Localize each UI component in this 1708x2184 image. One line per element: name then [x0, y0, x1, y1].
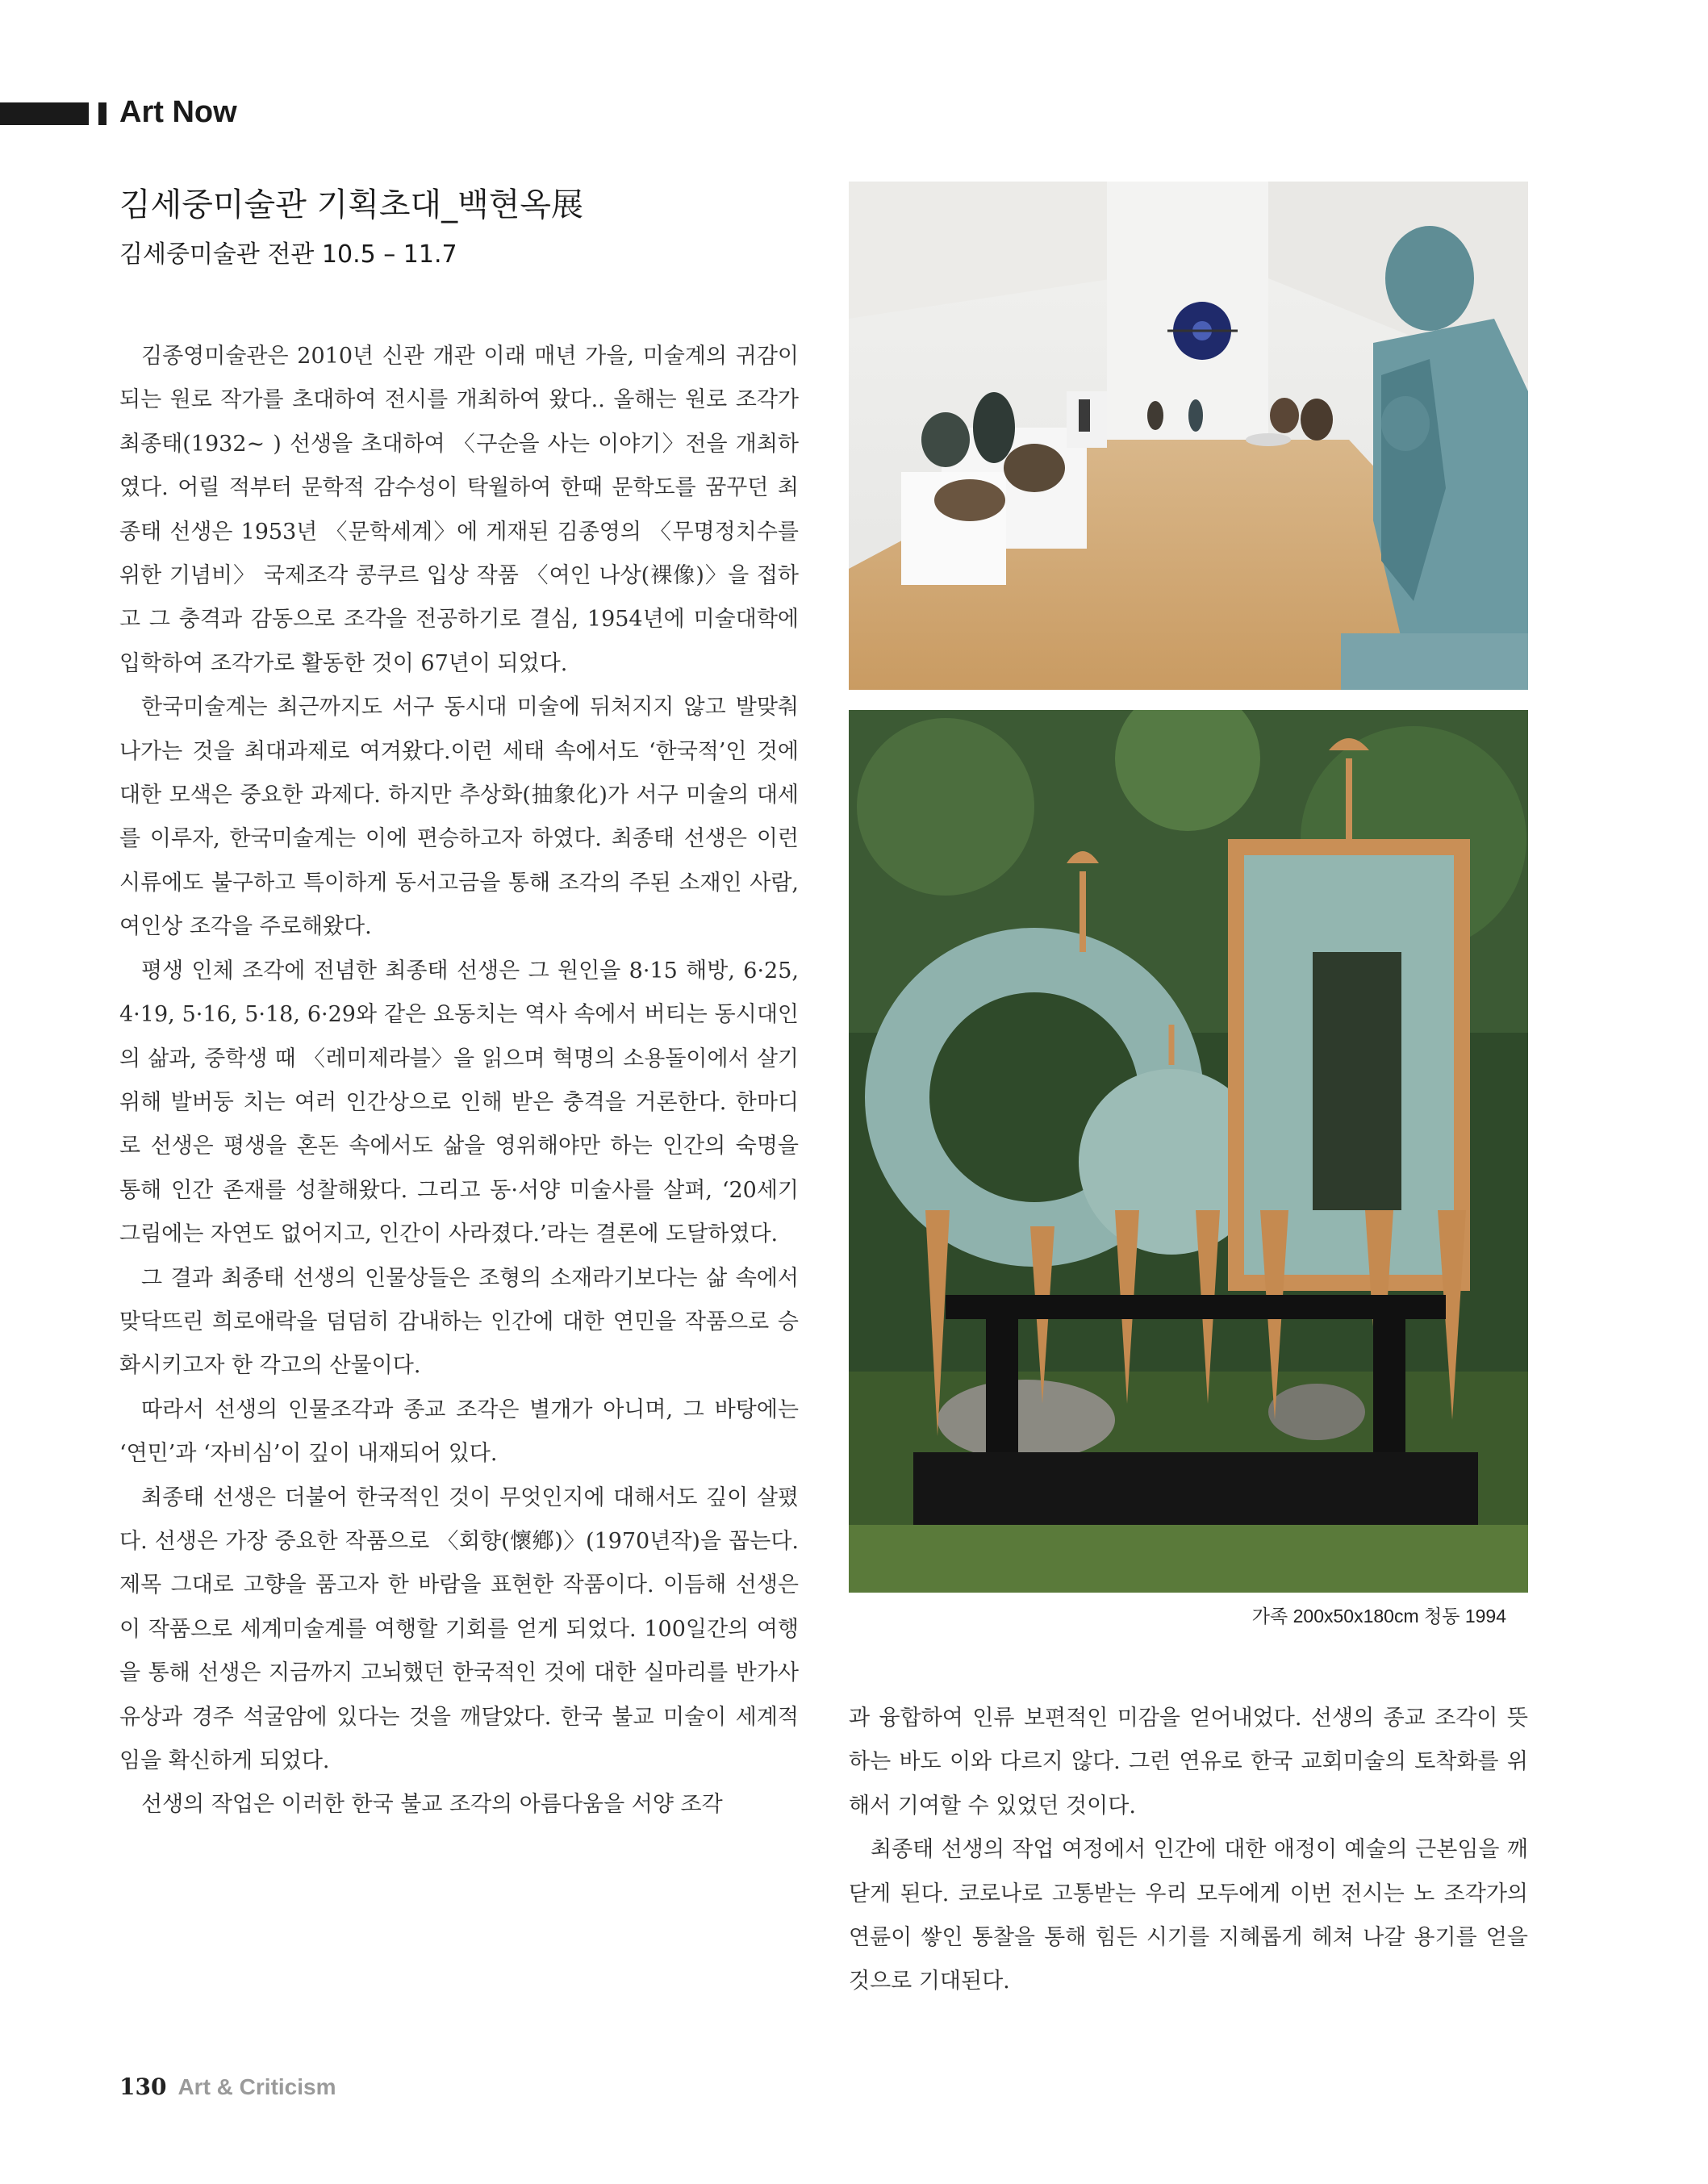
paragraph: 그 결과 최종태 선생의 인물상들은 조형의 소재라기보다는 삶 속에서 맞닥뜨린 희로애락을 덤덤히 감내하는 인간에 대한 연민을 작품으로 승화시키고자 한 각고의 산물이다. — [119, 1265, 799, 1379]
page-footer — [119, 2073, 336, 2100]
paragraph: 최종태 선생은 더불어 한국적인 것이 무엇인지에 대해서도 깊이 살폈다. 선생은 가장 중요한 작품으로 〈회향(懷鄕)〉(1970년작)을 꼽는다. 제목 그대로 고향을 품고자 한 바람을 표현한 작품이다. 이듬해 선생은 이 작품으로 세계미술계를 여행할 기회를 얻게 되었다. 100일간의 여행을 통해 선생은 지금까지 고뇌했던 한국적인 것에 대한 실마리를 반가사유상과 경주 석굴암에 있다는 것을 깨달았다. 한국 불교 미술이 세계적임을 확신하게 되었다. — [119, 1485, 799, 1773]
article-column-left — [119, 335, 799, 1827]
section-marker-bar — [0, 102, 89, 125]
photo-caption: 가족 200x50x180cm 청동 1994 — [1251, 1606, 1506, 1627]
section-marker-tick — [98, 102, 106, 125]
exhibition-venue-dates: 김세중미술관 전관 10.5 – 11.7 — [119, 240, 457, 269]
article-column-right — [849, 1697, 1528, 2004]
paragraph: 선생의 작업은 이러한 한국 불교 조각의 아름다움을 서양 조각 — [141, 1792, 723, 1818]
paragraph: 김종영미술관은 2010년 신관 개관 이래 매년 가을, 미술계의 귀감이 되는 원로 작가를 초대하여 전시를 개최하여 왔다.. 올해는 원로 조각가 최종태(1932~ ) 선생을 초대하여 〈구순을 사는 이야기〉전을 개최하였다. 어릴 적부터 문학적 감수성이 탁월하여 한때 문학도를 꿈꾸던 최종태 선생은 1953년 〈문학세계〉에 게재된 김종영의 〈무명정치수를 위한 기념비〉 국제조각 콩쿠르 입상 작품 〈여인 나상(裸像)〉을 접하고 그 충격과 감동으로 조각을 전공하기로 결심, 1954년에 미술대학에 입학하여 조각가로 활동한 것이 67년이 되었다. — [119, 344, 799, 676]
paragraph: 따라서 선생의 인물조각과 종교 조각은 별개가 아니며, 그 바탕에는 ‘연민’과 ‘자비심’이 깊이 내재되어 있다. — [119, 1397, 799, 1467]
paragraph: 한국미술계는 최근까지도 서구 동시대 미술에 뒤처지지 않고 발맞춰 나가는 것을 최대과제로 여겨왔다.이런 세태 속에서도 ‘한국적’인 것에 대한 모색은 중요한 과제다. 하지만 추상화(抽象化)가 서구 미술의 대세를 이루자, 한국미술계는 이에 편승하고자 하였다. 최종태 선생은 이런 시류에도 불구하고 특이하게 동서고금을 통해 조각의 주된 소재인 사람, 여인상 조각을 주로해왔다. — [119, 695, 799, 940]
gallery-interior-photo — [849, 182, 1528, 690]
paragraph: 과 융합하여 인류 보편적인 미감을 얻어내었다. 선생의 종교 조각이 뜻하는 바도 이와 다르지 않다. 그런 연유로 한국 교회미술의 토착화를 위해서 기여할 수 있었던 것이다. — [849, 1706, 1528, 1819]
page-number: 130 — [119, 2073, 167, 2100]
paragraph: 평생 인체 조각에 전념한 최종태 선생은 그 원인을 8·15 해방, 6·25, 4·19, 5·16, 5·18, 6·29와 같은 요동치는 역사 속에서 버티는 동시대인의 삶과, 중학생 때 〈레미제라블〉을 읽으며 혁명의 소용돌이에서 살기 위해 발버둥 치는 여러 인간상으로 인해 받은 충격을 거론한다. 한마디로 선생은 평생을 혼돈 속에서도 삶을 영위해야만 하는 인간의 숙명을 통해 인간 존재를 성찰해왔다. 그리고 동·서양 미술사를 살펴, ‘20세기 그림에는 자연도 없어지고, 인간이 사라졌다.’라는 결론에 도달하였다. — [119, 958, 799, 1247]
section-title: Art Now — [119, 95, 237, 129]
exhibition-title: 김세중미술관 기획초대_백현옥展 — [119, 186, 584, 223]
sculpture-photo — [849, 710, 1528, 1593]
paragraph: 최종태 선생의 작업 여정에서 인간에 대한 애정이 예술의 근본임을 깨닫게 된다. 코로나로 고통받는 우리 모두에게 이번 전시는 노 조각가의 연륜이 쌓인 통찰을 통해 힘든 시기를 지혜롭게 헤쳐 나갈 용기를 얻을 것으로 기대된다. — [849, 1837, 1528, 1994]
magazine-name: Art & Criticism — [177, 2074, 336, 2099]
